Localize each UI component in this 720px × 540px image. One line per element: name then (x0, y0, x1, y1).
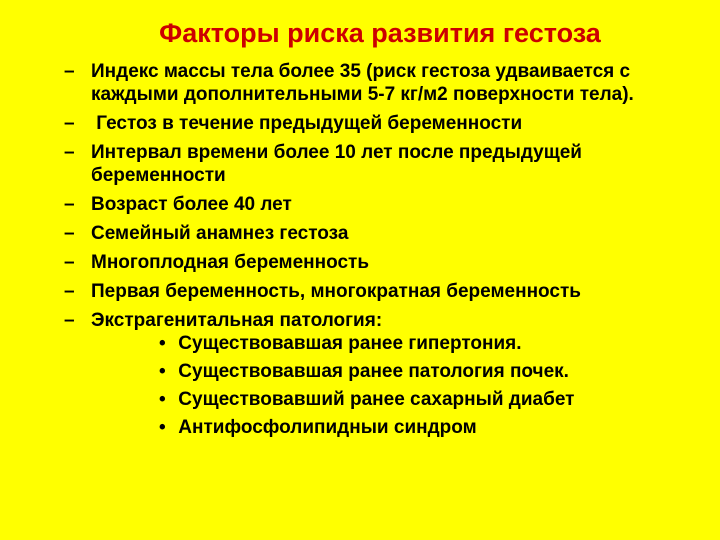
dot-bullet: • (159, 389, 166, 410)
sublist-item-kidney (159, 360, 704, 383)
list-item-family-history (64, 222, 704, 245)
dash-bullet: – (64, 61, 75, 82)
list-item-text: Гестоз в течение предыдущей беременности (91, 113, 523, 134)
dot-bullet: • (159, 333, 166, 354)
list-item-extragenital-pathology (64, 309, 704, 439)
dash-bullet: – (64, 113, 75, 134)
list-item-text: Индекс массы тела более 35 (риск гестоза удваивается с каждыми дополнительными 5-7 кг/м2 поверхности тела). (91, 61, 634, 105)
pathology-sublist (159, 332, 704, 439)
sublist-item-text: Существовавшая ранее гипертония. (178, 333, 522, 354)
sublist-item-antiphospholipid (159, 416, 704, 439)
dash-bullet: – (64, 194, 75, 215)
list-item-previous-gestosis (64, 112, 704, 135)
sublist-item-diabetes (159, 388, 704, 411)
sublist-item-text: Существовавший ранее сахарный диабет (178, 389, 575, 410)
dash-bullet: – (64, 252, 75, 273)
list-item-text: Возраст более 40 лет (91, 194, 292, 215)
dot-bullet: • (159, 417, 166, 438)
dash-bullet: – (64, 223, 75, 244)
sublist-item-hypertension (159, 332, 704, 355)
list-item-first-pregnancy (64, 280, 704, 303)
list-item-multiple-pregnancy (64, 251, 704, 274)
slide-title: Факторы риска развития гестоза (159, 18, 601, 48)
list-item-bmi (64, 60, 704, 106)
sublist-item-text: Антифосфолипидныи синдром (178, 417, 477, 438)
dash-bullet: – (64, 281, 75, 302)
dash-bullet: – (64, 310, 75, 331)
list-item-text: Первая беременность, многократная беременность (91, 281, 581, 302)
list-item-text: Семейный анамнез гестоза (91, 223, 349, 244)
list-item-text: Интервал времени более 10 лет после предыдущей беременности (91, 142, 582, 186)
list-item-age (64, 193, 704, 216)
list-item-text: Многоплодная беременность (91, 252, 370, 273)
dash-bullet: – (64, 142, 75, 163)
risk-factor-list (64, 60, 704, 445)
list-item-text: Экстрагенитальная патология: (91, 310, 383, 331)
list-item-interval (64, 141, 704, 187)
sublist-item-text: Существовавшая ранее патология почек. (178, 361, 569, 382)
dot-bullet: • (159, 361, 166, 382)
